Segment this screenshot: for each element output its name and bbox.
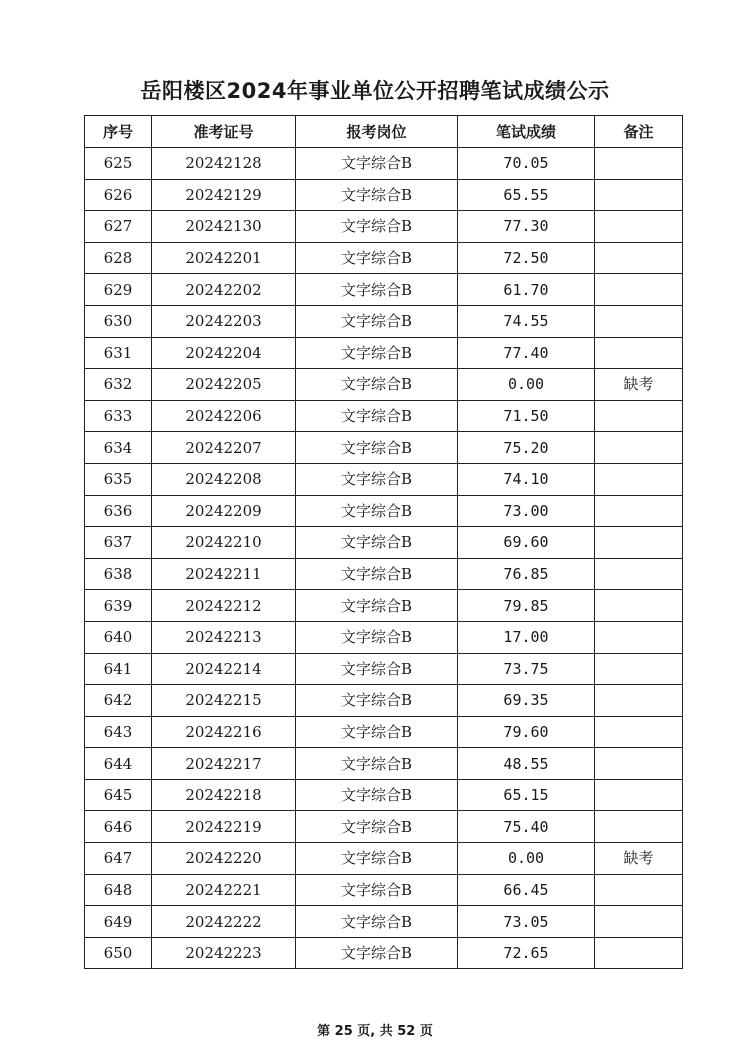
exam-id-cell: 20242202: [152, 274, 296, 306]
exam-id-cell: 20242203: [152, 305, 296, 337]
table-row: [85, 906, 683, 938]
score-cell: 74.10: [458, 463, 595, 495]
table-row: [85, 937, 683, 969]
position-cell: 文字综合B: [296, 432, 458, 464]
position-cell: 文字综合B: [296, 305, 458, 337]
position-cell: 文字综合B: [296, 716, 458, 748]
seq-cell: 628: [85, 242, 152, 274]
remark-cell: [595, 906, 683, 938]
score-cell: 73.05: [458, 906, 595, 938]
exam-id-cell: 20242220: [152, 843, 296, 875]
position-cell: 文字综合B: [296, 558, 458, 590]
remark-cell: [595, 495, 683, 527]
table-row: [85, 621, 683, 653]
remark-cell: [595, 305, 683, 337]
seq-cell: 634: [85, 432, 152, 464]
header-remark: 备注: [595, 116, 683, 148]
score-cell: 76.85: [458, 558, 595, 590]
exam-id-cell: 20242209: [152, 495, 296, 527]
table-row: [85, 811, 683, 843]
remark-cell: [595, 653, 683, 685]
exam-id-cell: 20242210: [152, 527, 296, 559]
exam-id-cell: 20242211: [152, 558, 296, 590]
remark-cell: [595, 621, 683, 653]
position-cell: 文字综合B: [296, 653, 458, 685]
remark-cell: [595, 463, 683, 495]
exam-id-cell: 20242128: [152, 148, 296, 180]
exam-id-cell: 20242218: [152, 779, 296, 811]
score-cell: 71.50: [458, 400, 595, 432]
score-cell: 0.00: [458, 843, 595, 875]
score-cell: 79.85: [458, 590, 595, 622]
position-cell: 文字综合B: [296, 242, 458, 274]
exam-id-cell: 20242212: [152, 590, 296, 622]
remark-cell: [595, 211, 683, 243]
table-row: [85, 179, 683, 211]
remark-cell: [595, 337, 683, 369]
page-title: 岳阳楼区2024年事业单位公开招聘笔试成绩公示: [140, 79, 610, 103]
seq-cell: 625: [85, 148, 152, 180]
position-cell: 文字综合B: [296, 179, 458, 211]
seq-cell: 638: [85, 558, 152, 590]
remark-cell: [595, 242, 683, 274]
remark-cell: 缺考: [595, 369, 683, 401]
exam-id-cell: 20242215: [152, 685, 296, 717]
table-row: [85, 369, 683, 401]
score-cell: 75.40: [458, 811, 595, 843]
remark-cell: [595, 716, 683, 748]
score-cell: 66.45: [458, 874, 595, 906]
table-row: [85, 685, 683, 717]
table-row: [85, 495, 683, 527]
table-row: [85, 874, 683, 906]
table-header-row: [85, 116, 683, 148]
remark-cell: [595, 590, 683, 622]
score-cell: 0.00: [458, 369, 595, 401]
score-cell: 72.50: [458, 242, 595, 274]
table-row: [85, 653, 683, 685]
position-cell: 文字综合B: [296, 400, 458, 432]
position-cell: 文字综合B: [296, 843, 458, 875]
score-cell: 73.00: [458, 495, 595, 527]
exam-id-cell: 20242221: [152, 874, 296, 906]
seq-cell: 642: [85, 685, 152, 717]
header-score: 笔试成绩: [458, 116, 595, 148]
table-row: [85, 432, 683, 464]
score-cell: 65.55: [458, 179, 595, 211]
remark-cell: [595, 179, 683, 211]
table-row: [85, 590, 683, 622]
position-cell: 文字综合B: [296, 527, 458, 559]
seq-cell: 627: [85, 211, 152, 243]
table-body: [85, 148, 683, 969]
seq-cell: 632: [85, 369, 152, 401]
seq-cell: 626: [85, 179, 152, 211]
position-cell: 文字综合B: [296, 463, 458, 495]
remark-cell: [595, 685, 683, 717]
header-seq: 序号: [85, 116, 152, 148]
score-cell: 70.05: [458, 148, 595, 180]
seq-cell: 641: [85, 653, 152, 685]
score-cell: 61.70: [458, 274, 595, 306]
position-cell: 文字综合B: [296, 685, 458, 717]
seq-cell: 633: [85, 400, 152, 432]
table-row: [85, 305, 683, 337]
score-cell: 69.60: [458, 527, 595, 559]
exam-id-cell: 20242205: [152, 369, 296, 401]
score-cell: 73.75: [458, 653, 595, 685]
remark-cell: [595, 274, 683, 306]
exam-id-cell: 20242208: [152, 463, 296, 495]
score-cell: 17.00: [458, 621, 595, 653]
table-row: [85, 337, 683, 369]
seq-cell: 630: [85, 305, 152, 337]
seq-cell: 643: [85, 716, 152, 748]
page-footer: 第 25 页, 共 52 页: [317, 1024, 433, 1039]
exam-id-cell: 20242129: [152, 179, 296, 211]
seq-cell: 644: [85, 748, 152, 780]
remark-cell: [595, 400, 683, 432]
remark-cell: [595, 937, 683, 969]
seq-cell: 648: [85, 874, 152, 906]
exam-id-cell: 20242213: [152, 621, 296, 653]
seq-cell: 635: [85, 463, 152, 495]
seq-cell: 636: [85, 495, 152, 527]
position-cell: 文字综合B: [296, 748, 458, 780]
position-cell: 文字综合B: [296, 590, 458, 622]
seq-cell: 645: [85, 779, 152, 811]
table-row: [85, 748, 683, 780]
remark-cell: [595, 779, 683, 811]
seq-cell: 637: [85, 527, 152, 559]
score-cell: 72.65: [458, 937, 595, 969]
remark-cell: [595, 558, 683, 590]
position-cell: 文字综合B: [296, 906, 458, 938]
table-row: [85, 716, 683, 748]
table-row: [85, 843, 683, 875]
exam-id-cell: 20242214: [152, 653, 296, 685]
score-cell: 65.15: [458, 779, 595, 811]
table-row: [85, 274, 683, 306]
exam-id-cell: 20242223: [152, 937, 296, 969]
header-position: 报考岗位: [296, 116, 458, 148]
seq-cell: 649: [85, 906, 152, 938]
exam-id-cell: 20242201: [152, 242, 296, 274]
position-cell: 文字综合B: [296, 148, 458, 180]
seq-cell: 629: [85, 274, 152, 306]
position-cell: 文字综合B: [296, 621, 458, 653]
position-cell: 文字综合B: [296, 495, 458, 527]
table-row: [85, 211, 683, 243]
remark-cell: [595, 748, 683, 780]
table-row: [85, 242, 683, 274]
exam-id-cell: 20242222: [152, 906, 296, 938]
exam-id-cell: 20242204: [152, 337, 296, 369]
table-row: [85, 400, 683, 432]
position-cell: 文字综合B: [296, 211, 458, 243]
seq-cell: 631: [85, 337, 152, 369]
table-row: [85, 779, 683, 811]
score-cell: 77.40: [458, 337, 595, 369]
table-row: [85, 463, 683, 495]
seq-cell: 646: [85, 811, 152, 843]
table-row: [85, 558, 683, 590]
score-cell: 77.30: [458, 211, 595, 243]
position-cell: 文字综合B: [296, 337, 458, 369]
table-row: [85, 148, 683, 180]
position-cell: 文字综合B: [296, 369, 458, 401]
score-cell: 48.55: [458, 748, 595, 780]
seq-cell: 647: [85, 843, 152, 875]
position-cell: 文字综合B: [296, 937, 458, 969]
score-cell: 74.55: [458, 305, 595, 337]
exam-id-cell: 20242217: [152, 748, 296, 780]
remark-cell: 缺考: [595, 843, 683, 875]
seq-cell: 640: [85, 621, 152, 653]
remark-cell: [595, 527, 683, 559]
position-cell: 文字综合B: [296, 811, 458, 843]
score-cell: 79.60: [458, 716, 595, 748]
exam-id-cell: 20242130: [152, 211, 296, 243]
remark-cell: [595, 874, 683, 906]
header-exam-id: 准考证号: [152, 116, 296, 148]
remark-cell: [595, 811, 683, 843]
exam-id-cell: 20242207: [152, 432, 296, 464]
remark-cell: [595, 148, 683, 180]
table-row: [85, 527, 683, 559]
scores-table: [84, 115, 683, 969]
score-cell: 69.35: [458, 685, 595, 717]
position-cell: 文字综合B: [296, 874, 458, 906]
exam-id-cell: 20242216: [152, 716, 296, 748]
score-cell: 75.20: [458, 432, 595, 464]
remark-cell: [595, 432, 683, 464]
exam-id-cell: 20242206: [152, 400, 296, 432]
exam-id-cell: 20242219: [152, 811, 296, 843]
position-cell: 文字综合B: [296, 779, 458, 811]
seq-cell: 639: [85, 590, 152, 622]
seq-cell: 650: [85, 937, 152, 969]
position-cell: 文字综合B: [296, 274, 458, 306]
